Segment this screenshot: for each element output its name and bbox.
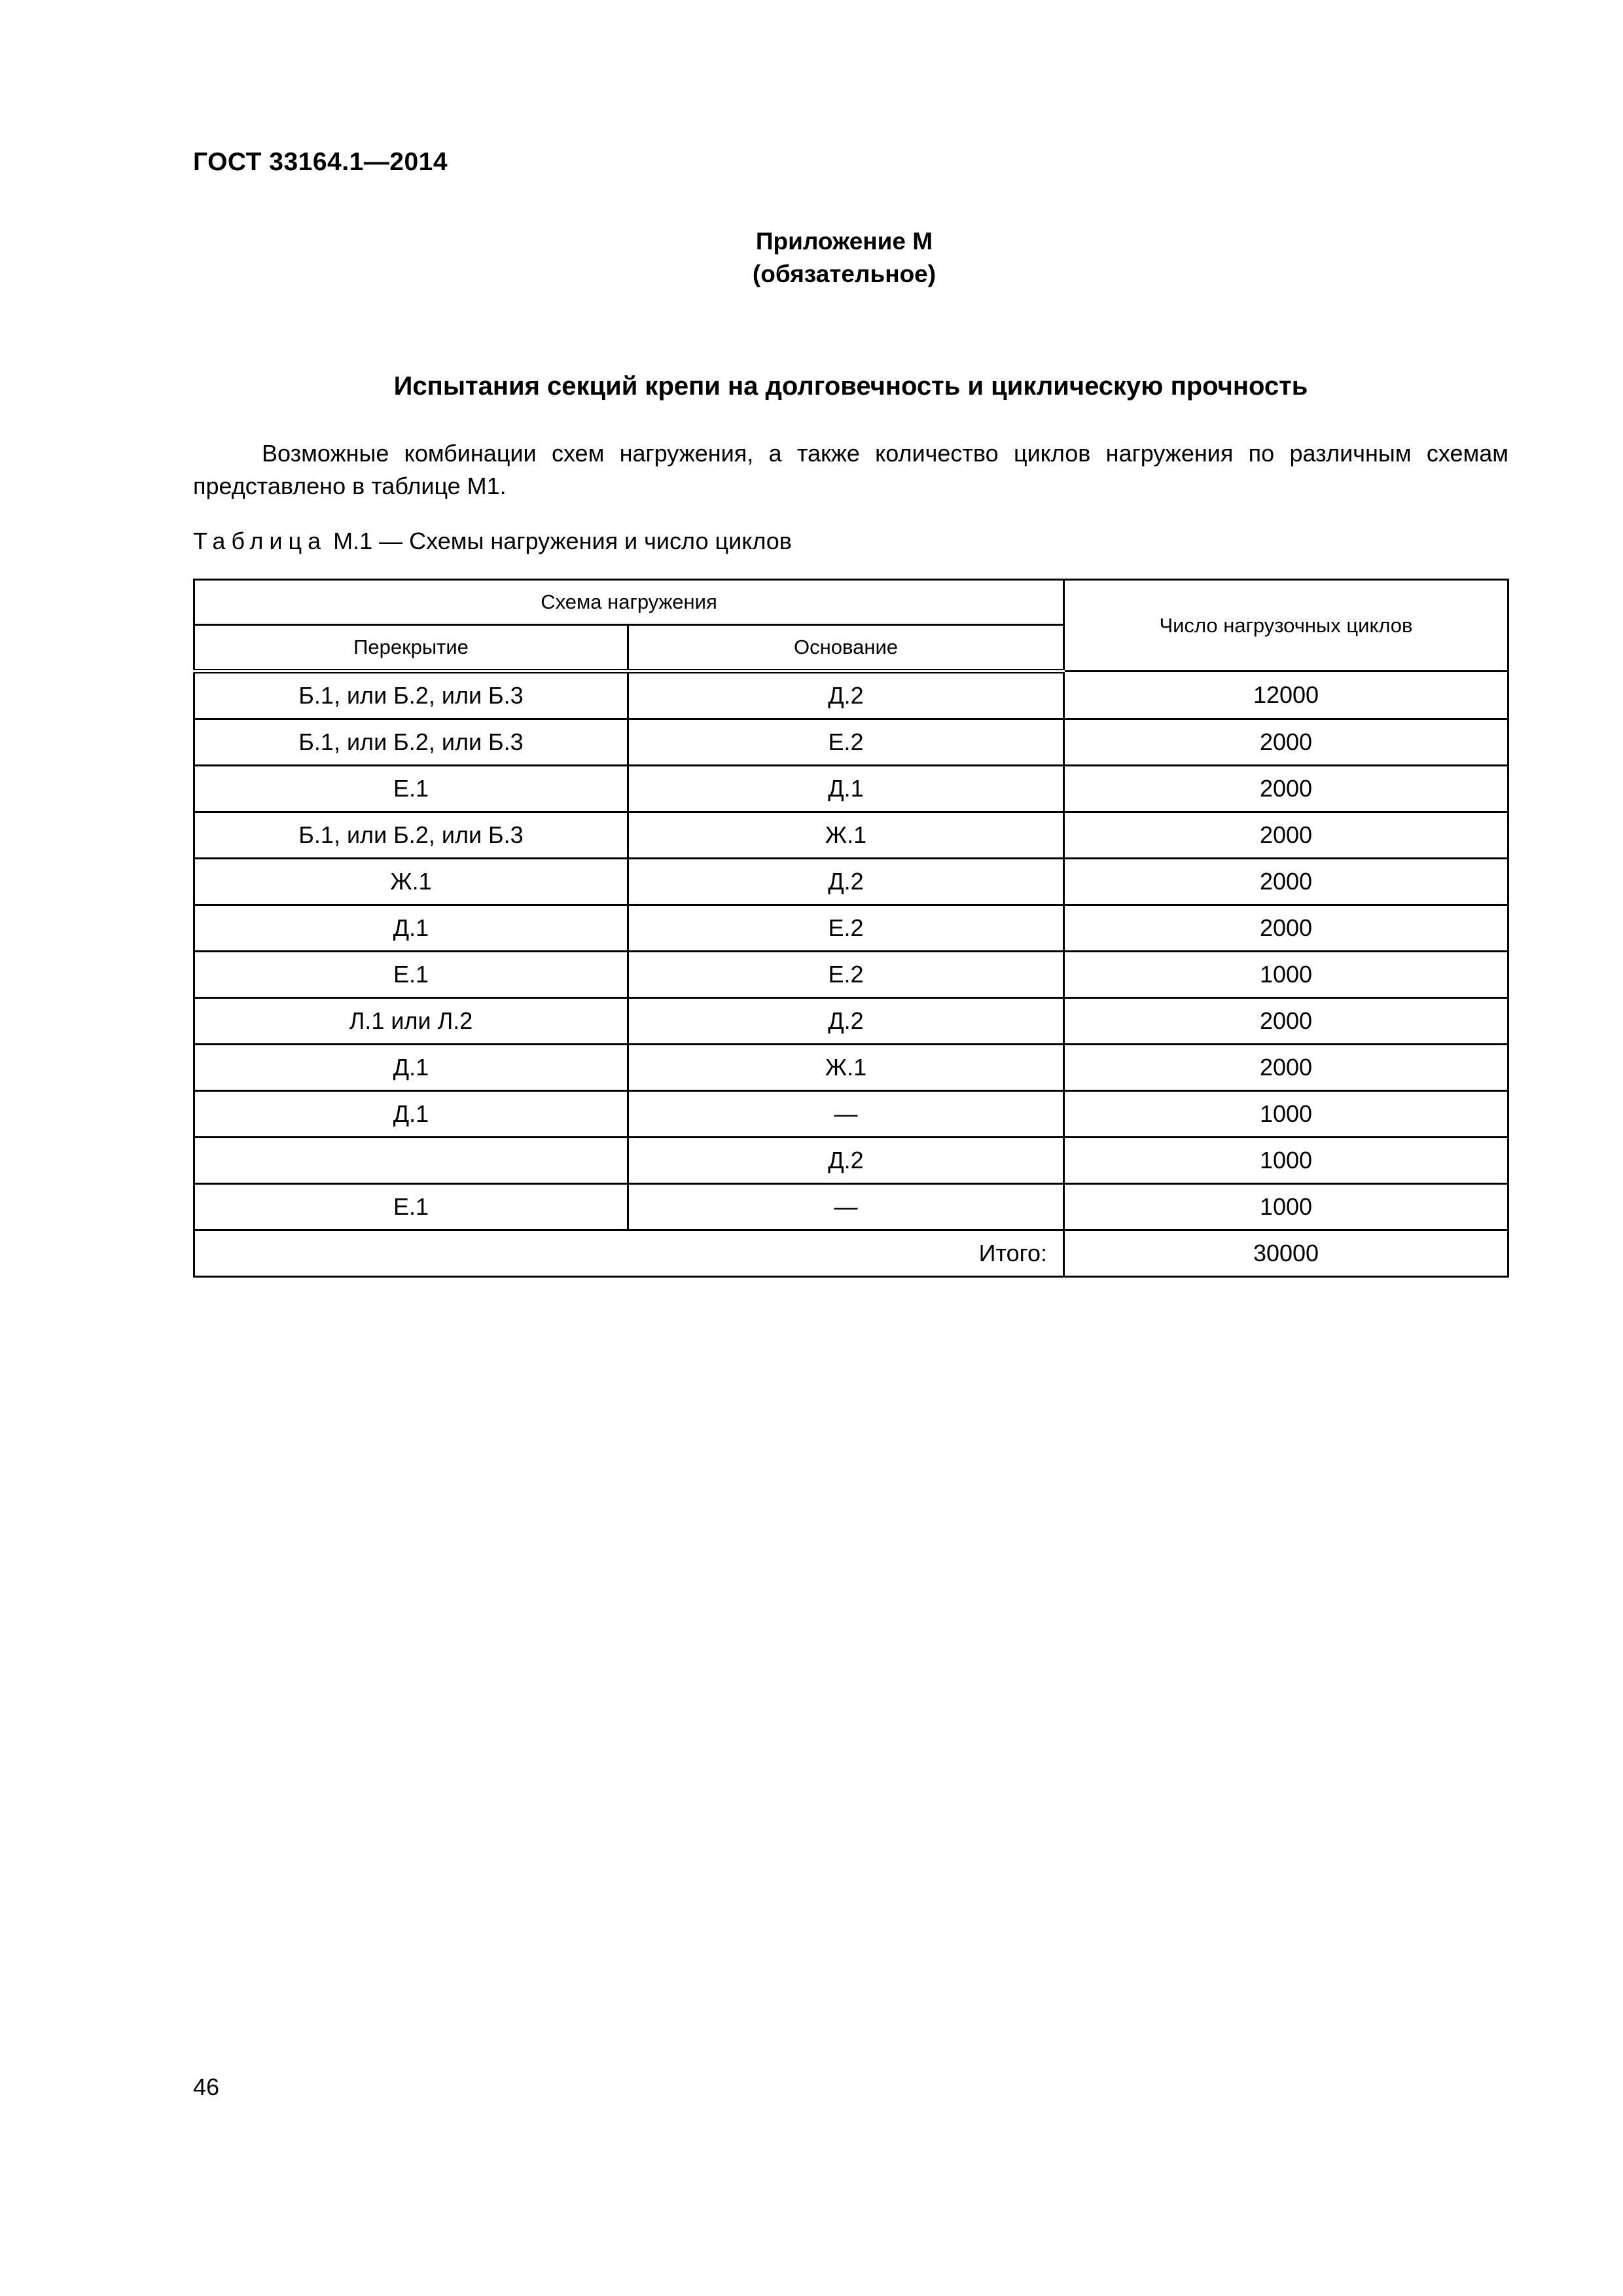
cell-cycles: 2000 bbox=[1064, 998, 1508, 1045]
table-row bbox=[194, 766, 1508, 812]
header-scheme: Схема нагружения bbox=[194, 580, 1064, 625]
table-row bbox=[194, 672, 1508, 719]
table-row bbox=[194, 719, 1508, 766]
total-value: 30000 bbox=[1064, 1230, 1508, 1277]
table-row bbox=[194, 905, 1508, 952]
table-total-row bbox=[194, 1230, 1508, 1277]
cell-overlap: Е.1 bbox=[194, 766, 628, 812]
cell-base: Д.2 bbox=[628, 998, 1064, 1045]
cell-base: Ж.1 bbox=[628, 1045, 1064, 1091]
cell-overlap bbox=[194, 1138, 628, 1184]
section-title: Испытания секций крепи на долговечность и циклическую прочность bbox=[393, 372, 1308, 401]
cell-overlap: Д.1 bbox=[194, 905, 628, 952]
cell-base: Д.2 bbox=[628, 859, 1064, 905]
cell-base: Ж.1 bbox=[628, 812, 1064, 859]
cell-overlap: Е.1 bbox=[194, 1184, 628, 1230]
header-cycles: Число нагрузочных циклов bbox=[1064, 580, 1508, 672]
table-row bbox=[194, 1184, 1508, 1230]
appendix-title: Приложение М bbox=[755, 228, 933, 255]
page-number: 46 bbox=[193, 2073, 220, 2100]
table-row bbox=[194, 1091, 1508, 1138]
table-row bbox=[194, 952, 1508, 998]
total-label: Итого: bbox=[194, 1230, 1064, 1277]
cell-cycles: 2000 bbox=[1064, 1045, 1508, 1091]
table-body bbox=[194, 672, 1508, 1277]
cell-overlap: Б.1, или Б.2, или Б.3 bbox=[194, 719, 628, 766]
table-caption bbox=[193, 528, 792, 555]
cell-cycles: 2000 bbox=[1064, 766, 1508, 812]
document-code: ГОСТ 33164.1—2014 bbox=[193, 148, 448, 176]
cell-cycles: 1000 bbox=[1064, 1138, 1508, 1184]
header-overlap: Перекрытие bbox=[194, 625, 628, 672]
cell-overlap: Б.1, или Б.2, или Б.3 bbox=[194, 812, 628, 859]
header-base: Основание bbox=[628, 625, 1064, 672]
cell-base: Е.2 bbox=[628, 905, 1064, 952]
table-row bbox=[194, 998, 1508, 1045]
table-caption-word: Таблица bbox=[193, 528, 327, 554]
cell-base: Е.2 bbox=[628, 952, 1064, 998]
cell-overlap: Ж.1 bbox=[194, 859, 628, 905]
cell-cycles: 2000 bbox=[1064, 905, 1508, 952]
table-row bbox=[194, 1045, 1508, 1091]
table-row bbox=[194, 812, 1508, 859]
cell-overlap: Б.1, или Б.2, или Б.3 bbox=[194, 672, 628, 719]
cell-cycles: 12000 bbox=[1064, 672, 1508, 719]
cell-overlap: Е.1 bbox=[194, 952, 628, 998]
cell-cycles: 2000 bbox=[1064, 812, 1508, 859]
cell-overlap: Д.1 bbox=[194, 1045, 628, 1091]
loading-schemes-table bbox=[193, 579, 1509, 1278]
appendix-heading bbox=[0, 225, 1623, 291]
cell-base: — bbox=[628, 1091, 1064, 1138]
table-header-row bbox=[194, 580, 1508, 625]
cell-cycles: 1000 bbox=[1064, 952, 1508, 998]
cell-base: Е.2 bbox=[628, 719, 1064, 766]
table-row bbox=[194, 859, 1508, 905]
cell-base: Д.2 bbox=[628, 1138, 1064, 1184]
table-row bbox=[194, 1138, 1508, 1184]
cell-base: — bbox=[628, 1184, 1064, 1230]
cell-overlap: Л.1 или Л.2 bbox=[194, 998, 628, 1045]
cell-cycles: 1000 bbox=[1064, 1091, 1508, 1138]
cell-overlap: Д.1 bbox=[194, 1091, 628, 1138]
intro-paragraph: Возможные комбинации схем нагружения, а также количество циклов нагружения по различным схемам представлено в таблице М1. bbox=[193, 440, 1508, 499]
appendix-status: (обязательное) bbox=[752, 260, 936, 287]
cell-base: Д.2 bbox=[628, 672, 1064, 719]
table-caption-text: М.1 — Схемы нагружения и число циклов bbox=[327, 528, 792, 554]
cell-cycles: 1000 bbox=[1064, 1184, 1508, 1230]
cell-cycles: 2000 bbox=[1064, 719, 1508, 766]
cell-base: Д.1 bbox=[628, 766, 1064, 812]
cell-cycles: 2000 bbox=[1064, 859, 1508, 905]
